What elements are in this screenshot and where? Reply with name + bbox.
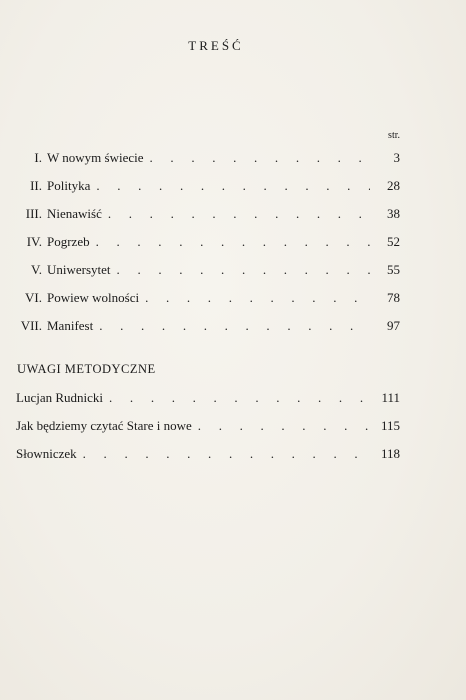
chapter-title: Polityka	[47, 178, 91, 193]
dot-leader	[145, 289, 370, 307]
dot-leader	[108, 205, 370, 223]
page-number: 52	[387, 234, 400, 249]
dot-leader	[198, 417, 370, 435]
page-number: 55	[387, 262, 400, 277]
dot-leader	[109, 389, 370, 407]
page-number: 78	[387, 290, 400, 305]
chapter-title: Uniwersytet	[47, 262, 111, 277]
chapter-title: Powiew wolności	[47, 290, 140, 305]
page-title: TREŚĆ	[188, 38, 244, 53]
chapter-number: II.	[30, 178, 42, 193]
chapter-number: VII.	[20, 318, 42, 333]
toc-entry-chapter-5	[16, 261, 400, 279]
chapter-title: Nienawiść	[47, 206, 102, 221]
toc-entry-chapter-3	[16, 205, 400, 223]
toc-entry-note-3	[16, 445, 400, 463]
chapter-title: Pogrzeb	[47, 234, 90, 249]
toc-entry-note-2	[16, 417, 400, 435]
chapter-number: III.	[25, 206, 42, 221]
page-number: 38	[387, 206, 400, 221]
chapter-title: W nowym świecie	[47, 150, 144, 165]
note-title: Jak będziemy czytać Stare i nowe	[16, 418, 192, 433]
page-number: 28	[387, 178, 400, 193]
dot-leader	[150, 149, 370, 167]
dot-leader	[96, 233, 370, 251]
dot-leader	[99, 317, 370, 335]
page-column-label: str.	[388, 130, 400, 141]
dot-leader	[83, 445, 370, 463]
note-title: Słowniczek	[16, 446, 77, 461]
note-title: Lucjan Rudnicki	[16, 390, 104, 405]
toc-entry-chapter-2	[16, 177, 400, 195]
chapter-number: I.	[34, 150, 42, 165]
page-number: 115	[380, 418, 400, 433]
dot-leader	[96, 177, 370, 195]
section-heading-notes: UWAGI METODYCZNE	[17, 362, 156, 376]
chapter-title: Manifest	[47, 318, 94, 333]
dot-leader	[117, 261, 370, 279]
toc-entry-chapter-1	[16, 149, 400, 167]
page-number: 3	[393, 150, 400, 165]
chapter-number: VI.	[25, 290, 42, 305]
page-number: 111	[381, 390, 400, 405]
chapter-number: V.	[31, 262, 42, 277]
toc-entry-chapter-7	[16, 317, 400, 335]
page-number: 97	[387, 318, 400, 333]
toc-entry-note-1	[16, 389, 400, 407]
toc-entry-chapter-4	[16, 233, 400, 251]
chapter-number: IV.	[26, 234, 42, 249]
page-number: 118	[380, 446, 400, 461]
toc-entry-chapter-6	[16, 289, 400, 307]
